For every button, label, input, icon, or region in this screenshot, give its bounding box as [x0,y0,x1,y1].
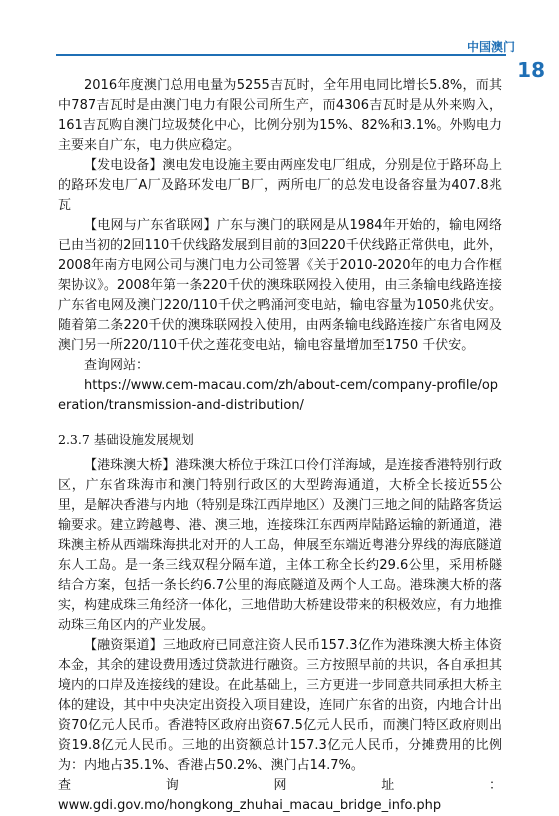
gdi-query-link[interactable]: 查询网址：www.gdi.gov.mo/hongkong_zhuhai_macau_bridge_info.php [58,778,502,813]
query-website-label: 查询网站： [84,358,150,373]
section-heading: 2.3.7 基础设施发展规划 [58,432,194,447]
header-rule [56,54,506,56]
paragraph-grid-connection: 【电网与广东省联网】广东与澳门的联网是从1984年开始的，输电网络已由当初的2回110千伏线路发展到目前的3回220千伏线路正常供电，此外，2008年南方电网公司与澳门电力公司签署《关于2010-2020年的电力合作框架协议》。2008年第一条220千伏的澳珠联网投入使用，由三条输电线路连接广东省电网及澳门220/110千伏之鸭涌河变电站，输电容量为1050兆伏安。随着第二条220千伏的澳珠联网投入使用，由两条输电线路连接广东省电网及澳门另一所220/110千伏之莲花变电站，输电容量增加至1750 千伏安。 [58,218,502,353]
paragraph-power-generation: 【发电设备】澳电发电设施主要由两座发电厂组成，分别是位于路环岛上的路环发电厂A厂及路环发电厂B厂，两所电厂的总发电设备容量为407.8兆瓦 [58,158,502,213]
paragraph-financing: 【融资渠道】三地政府已同意注资人民币157.3亿作为港珠澳大桥主体资本金，其余的建设费用透过贷款进行融资。三方按照早前的共识，各自承担其境内的口岸及连接线的建设。在此基础上，三方更进一步同意共同承担大桥主体的建设，其中中央决定出资投入项目建设，连同广东省的出资，内地合计出资70亿元人民币。香港特区政府出资67.5亿元人民币，而澳门特区政府则出资19.8亿元人民币。三地的出资额总计157.3亿元人民币，分摊费用的比例为：内地占35.1%、香港占50.2%、澳门占14.7%。 [58,638,502,773]
page-number: 18 [517,58,545,82]
paragraph-hzmb: 【港珠澳大桥】港珠澳大桥位于珠江口伶仃洋海域，是连接香港特别行政区，广东省珠海市和澳门特别行政区的大型跨海通道，大桥全长接近55公里，是解决香港与内地（特别是珠江西岸地区）及澳门三地之间的陆路客货运输要求。建立跨越粤、港、澳三地，连接珠江东西两岸陆路运输的新通道，港珠澳主桥从西端珠海拱北对开的人工岛，伸展至东端近粤港分界线的海底隧道东人工岛。是一条三线双程分隔车道，主体工称全长约29.6公里，采用桥隧结合方案，包括一条长约6.7公里的海底隧道及两个人工岛。港珠澳大桥的落实，构建成珠三角经济一体化，三地借助大桥建设带来的积极效应，有力地推动珠三角区内的产业发展。 [58,458,502,633]
document-body [58,76,502,816]
paragraph-power-consumption: 2016年度澳门总用电量为5255吉瓦时，全年用电同比增长5.8%，而其中787吉瓦时是由澳门电力有限公司所生产，而4306吉瓦时是从外来购入，161吉瓦购自澳门垃圾焚化中心，比例分别为15%、82%和3.1%。外购电力主要来自广东，电力供应稳定。 [58,78,502,153]
running-header-title: 中国澳门 [466,40,515,54]
cem-url-link[interactable]: https://www.cem-macau.com/zh/about-cem/company-profile/operation/transmission-and-distribution/ [58,378,499,413]
